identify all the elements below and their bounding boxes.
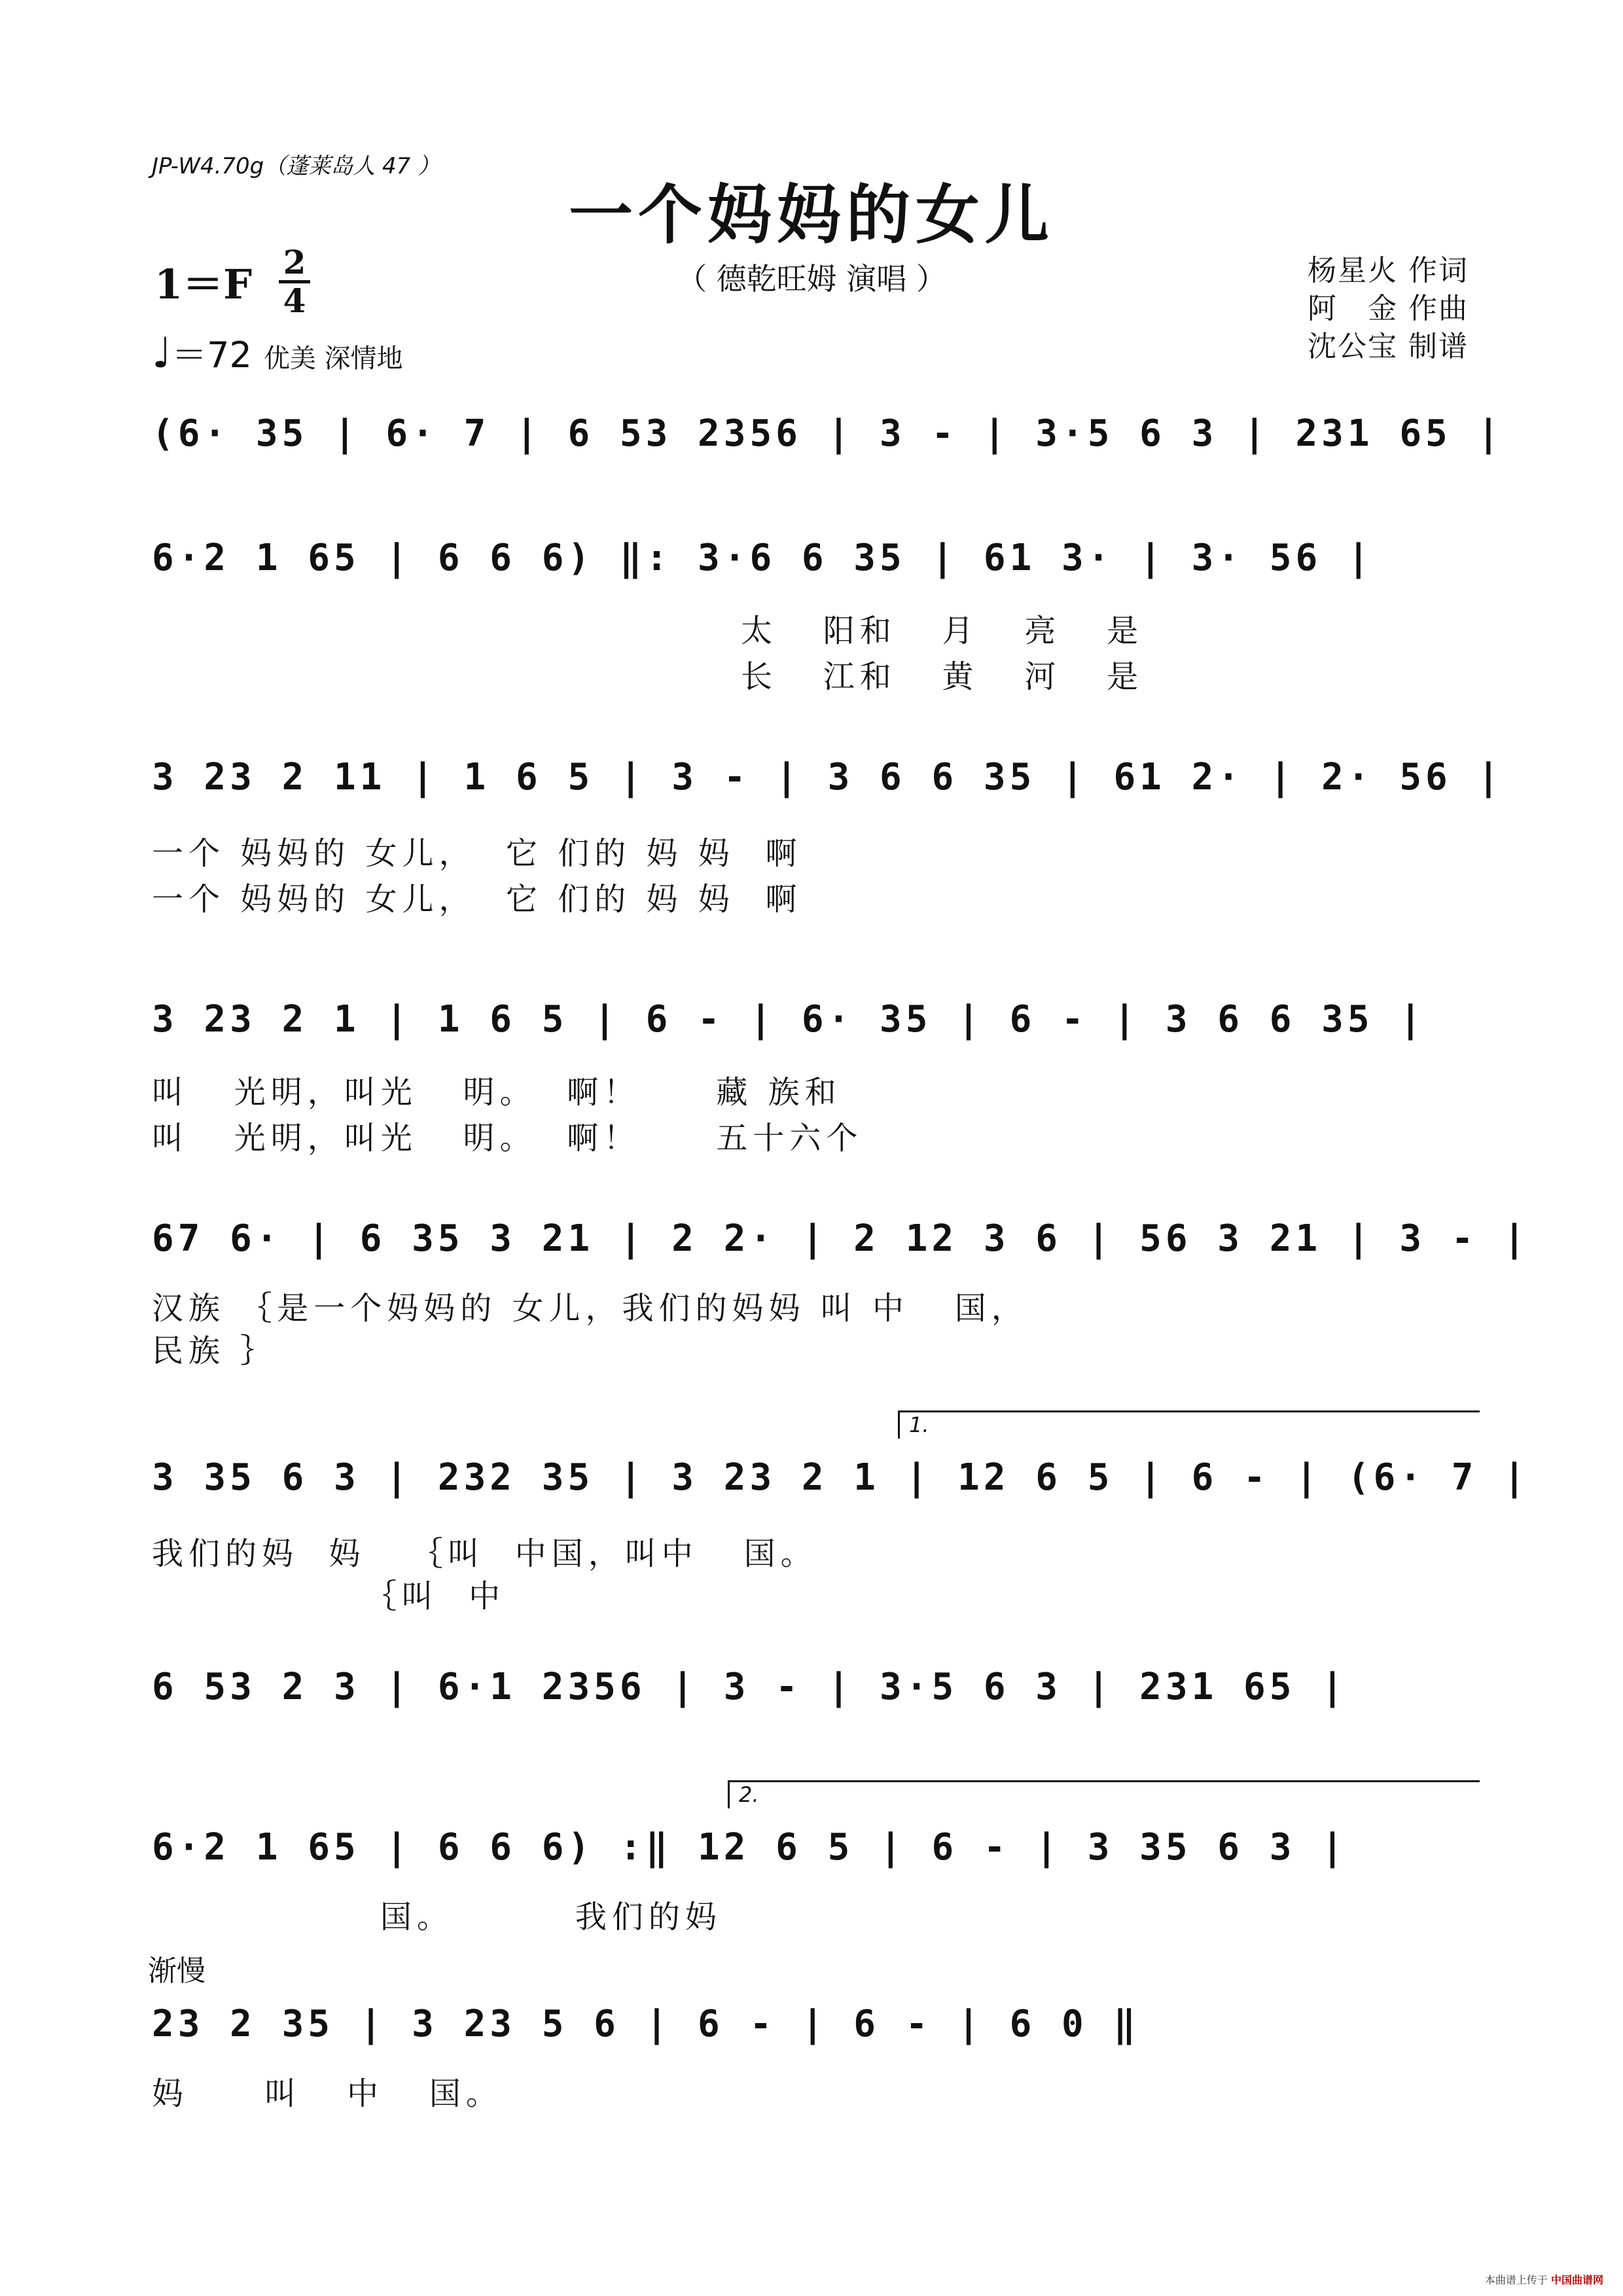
notes-line: 3 23 2 1 | 1 6 5 | 6 - | 6· 35 | 6 - | 3 6 6 35 | — [152, 998, 1426, 1041]
lyrics-verse-2: 一个 妈妈的 女儿， 它 们的 妈 妈 啊 — [152, 881, 802, 918]
notes-line: 3 23 2 11 | 1 6 5 | 3 - | 3 6 6 35 | 61 2· | 2· 56 | — [152, 756, 1504, 798]
credits — [1308, 252, 1469, 366]
key-signature: 1＝F — [154, 260, 253, 308]
lyrics-verse-1: 我们的妈 妈 ｛叫 中国，叫中 国。 — [152, 1535, 817, 1572]
composer: 阿 金 作曲 — [1308, 292, 1469, 325]
lyrics-verse-2: 长 江和 黄 河 是 — [741, 658, 1144, 695]
notes-line: 67 6· | 6 35 3 21 | 2 2· | 2 12 3 6 | 56 3 21 | 3 - | — [152, 1217, 1529, 1260]
notes-line: 23 2 35 | 3 23 5 6 | 6 - | 6 - | 6 0 ‖ — [152, 2003, 1140, 2045]
notes-line: 6 53 2 3 | 6·1 2356 | 3 - | 3·5 6 3 | 231 65 | — [152, 1666, 1347, 1708]
meter-top: 2 — [283, 243, 306, 281]
notes-line: 3 35 6 3 | 232 35 | 3 23 2 1 | 12 6 5 | 6 - | (6· 7 | — [152, 1456, 1529, 1499]
notes-line: 6·2 1 65 | 6 6 6) :‖ 12 6 5 | 6 - | 3 35 6 3 | — [152, 1826, 1347, 1869]
time-signature — [275, 243, 314, 320]
lyrics-verse-2: 叫 光明，叫光 明。 啊！ 五十六个 — [152, 1120, 863, 1157]
lyrics-verse-1: 一个 妈妈的 女儿， 它 们的 妈 妈 啊 — [152, 835, 802, 872]
footer-brand: 中国曲谱网 — [1550, 2274, 1603, 2286]
song-title: 一个妈妈的女儿 — [568, 177, 1054, 253]
meter-bottom: 4 — [283, 281, 306, 320]
lyrics-verse-1: 太 阳和 月 亮 是 — [741, 613, 1144, 649]
volta-2: 2. — [728, 1780, 1480, 1808]
notes-line: (6· 35 | 6· 7 | 6 53 2356 | 3 - | 3·5 6 3 | 231 65 | — [152, 412, 1504, 455]
lyricist: 杨星火 作词 — [1308, 254, 1469, 287]
footer-text: 本曲谱上传于 — [1484, 2274, 1548, 2286]
quarter-note-icon: ♩ — [152, 329, 172, 378]
lyrics-verse-2: 民族 ｝ — [152, 1333, 277, 1369]
expression: 优美 深情地 — [263, 344, 403, 374]
lyrics-verse-2: ｛叫 中 — [152, 1578, 506, 1615]
volta-1: 1. — [898, 1410, 1480, 1439]
tempo-value: ＝72 — [171, 334, 252, 376]
tempo-marking — [152, 327, 403, 378]
performer: （ 德乾旺姆 演唱 ） — [677, 261, 946, 296]
tempo-change-marking: 渐慢 — [148, 1954, 205, 1988]
lyrics-verse-1: 妈 叫 中 国。 — [152, 2075, 503, 2112]
lyrics-verse-1: 国。 我们的妈 — [152, 1899, 722, 1935]
lyrics-verse-1: 汉族 ｛是一个妈妈的 女儿，我们的妈妈 叫 中 国， — [152, 1290, 1028, 1327]
site-footer — [1485, 2272, 1603, 2287]
score-code: JP-W4.70g（蓬莱岛人 47 ） — [152, 153, 440, 179]
lyrics-verse-1: 叫 光明，叫光 明。 啊！ 藏 族和 — [152, 1074, 842, 1111]
arranger: 沈公宝 制谱 — [1308, 330, 1469, 363]
notes-line: 6·2 1 65 | 6 6 6) ‖: 3·6 6 35 | 61 3· | 3· 56 | — [152, 537, 1374, 579]
